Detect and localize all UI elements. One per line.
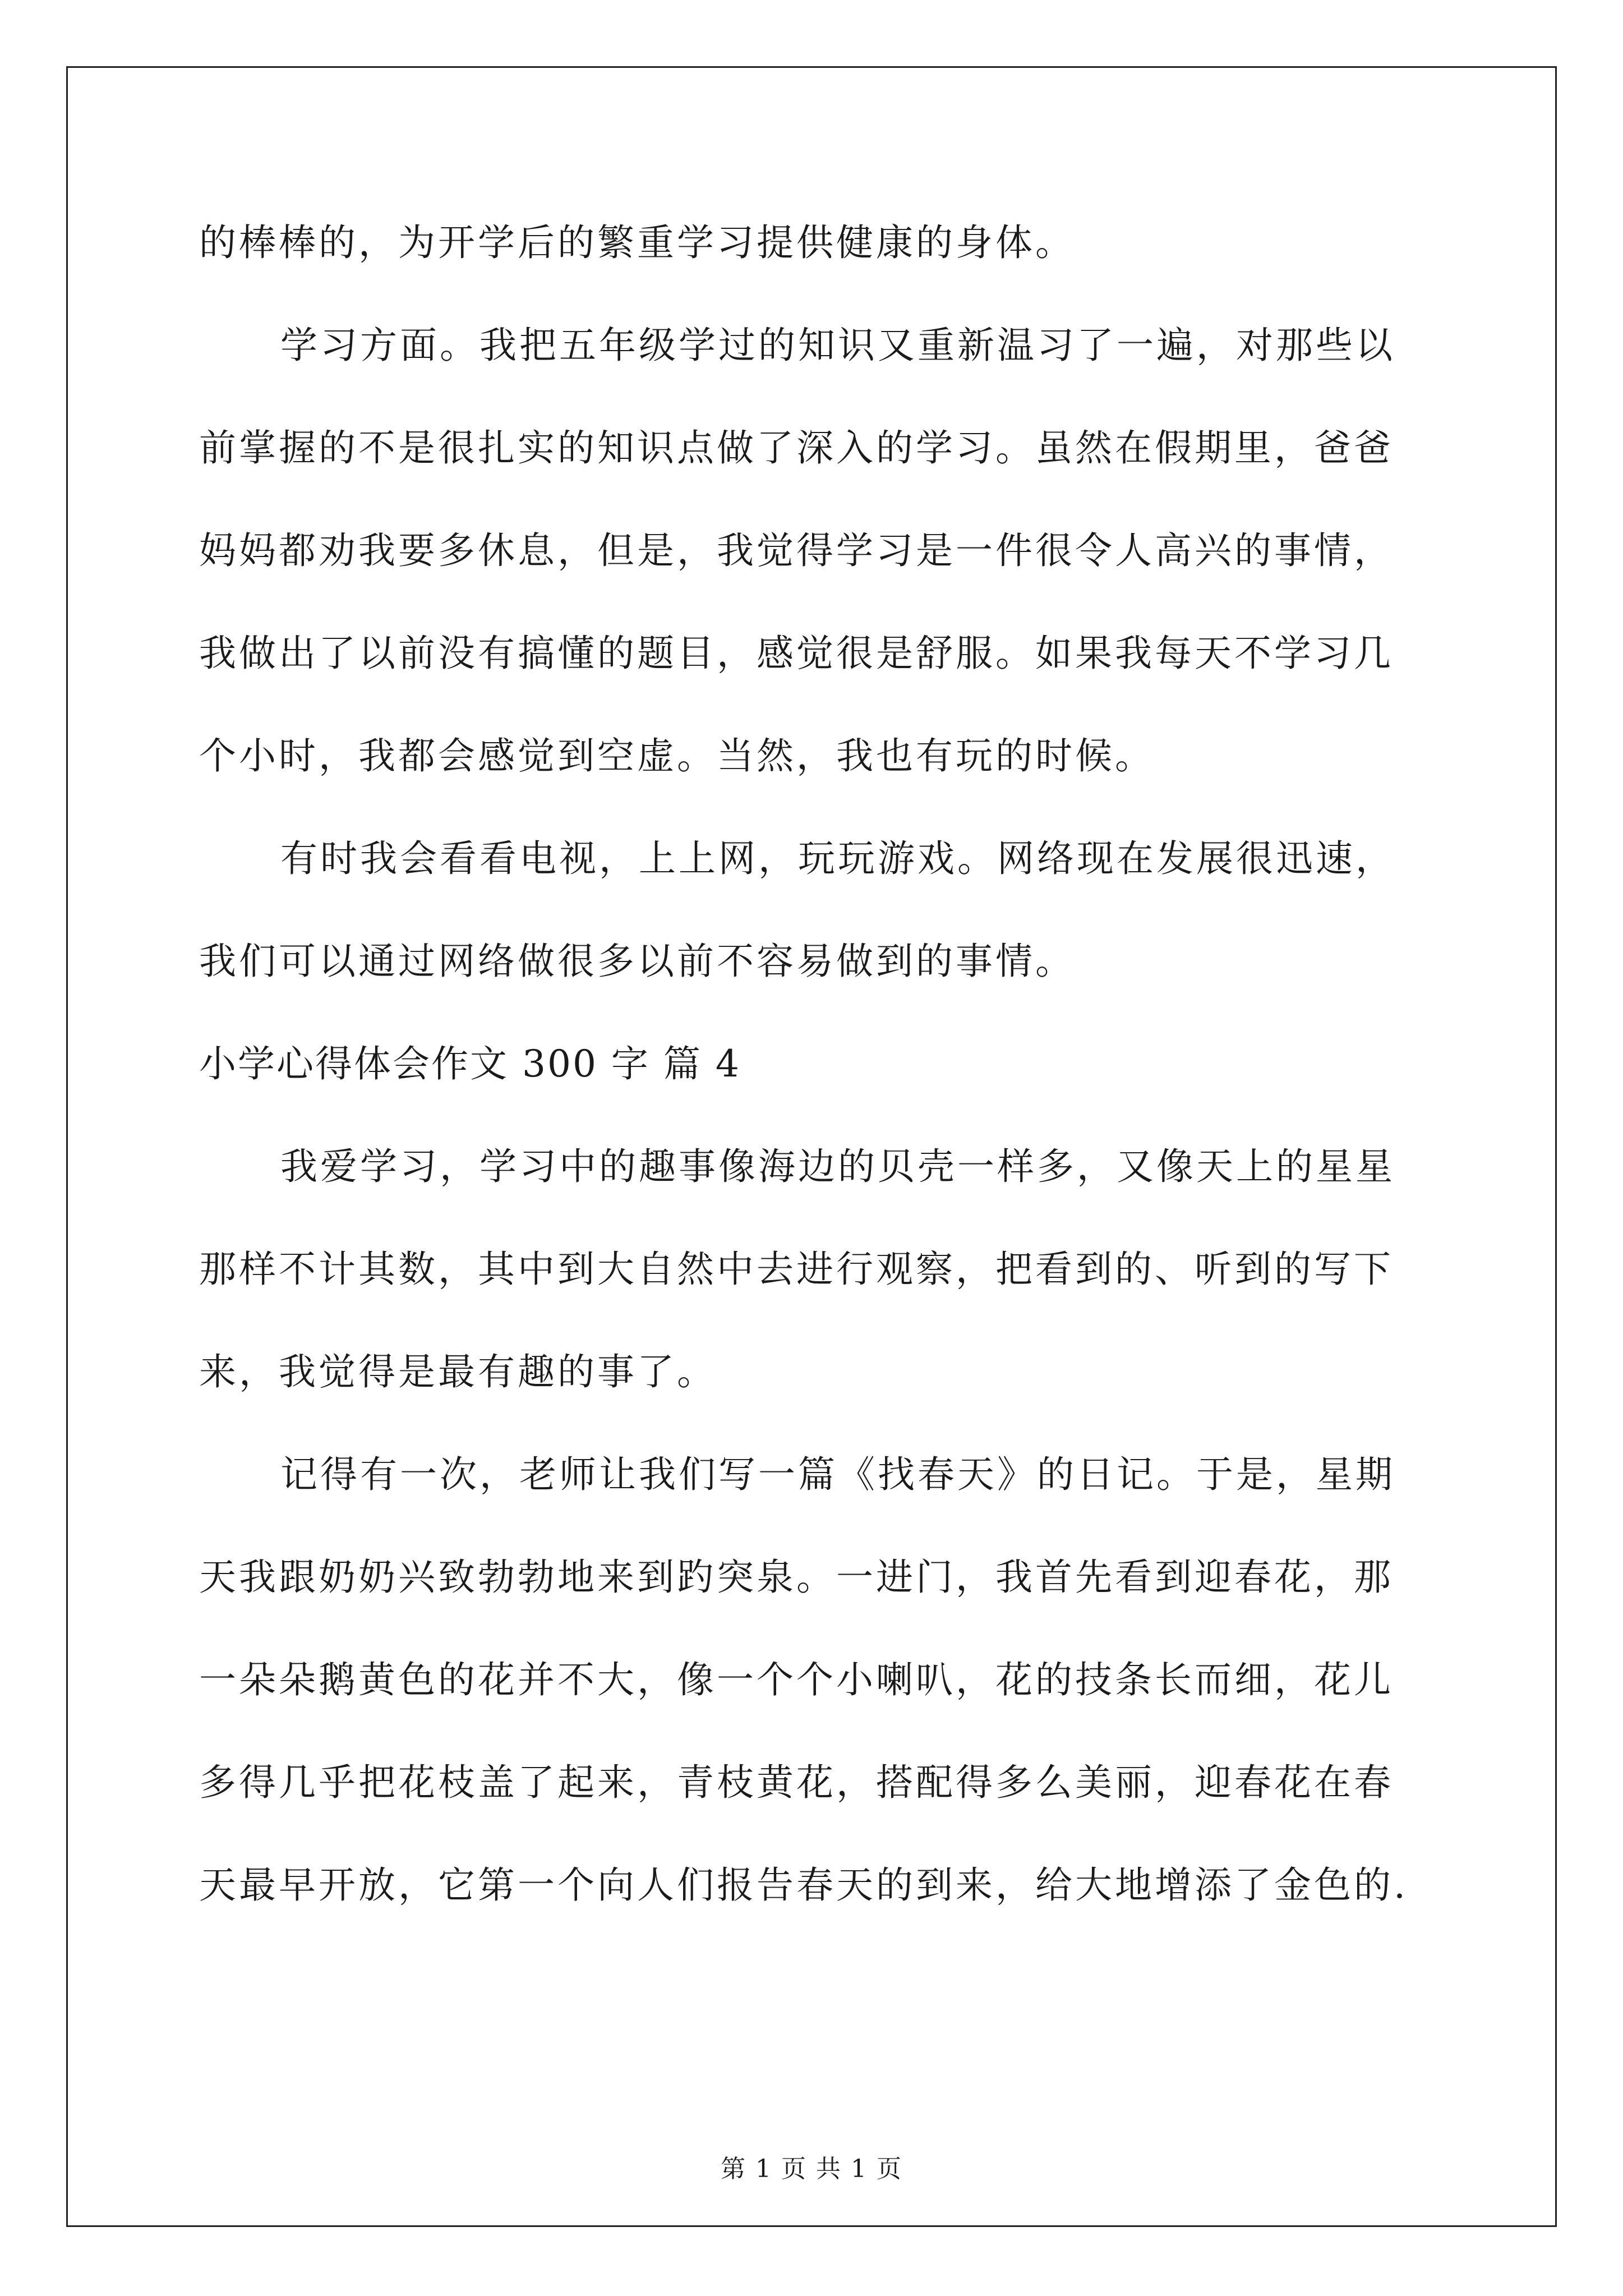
text-line: 一朵朵鹅黄色的花并不大，像一个个小喇叭，花的技条长而细，花儿 [199,1658,1394,1701]
text-line: 前掌握的不是很扎实的知识点做了深入的学习。虽然在假期里，爸爸 [199,426,1394,470]
page-number-footer: 第 1 页 共 1 页 [721,2155,902,2183]
paragraph-start-line: 有时我会看看电视，上上网，玩玩游戏。网络现在发展很迅速， [280,837,1395,880]
paragraph-start-line: 学习方面。我把五年级学过的知识又重新温习了一遍，对那些以 [280,324,1395,367]
text-line: 多得几乎把花枝盖了起来，青枝黄花，搭配得多么美丽，迎春花在春 [199,1761,1394,1804]
text-line: 妈妈都劝我要多休息，但是，我觉得学习是一件很令人高兴的事情， [199,529,1394,572]
section-heading: 小学心得体会作文 300 字 篇 4 [199,1042,741,1085]
text-line: 那样不计其数，其中到大自然中去进行观察，把看到的、听到的写下 [199,1248,1394,1291]
text-line: 我做出了以前没有搞懂的题目，感觉很是舒服。如果我每天不学习几 [199,632,1394,675]
text-line: 我们可以通过网络做很多以前不容易做到的事情。 [199,940,1075,983]
text-line: 的棒棒的，为开学后的繁重学习提供健康的身体。 [199,221,1075,264]
document-body [199,216,1433,1961]
text-line: 来，我觉得是最有趣的事了。 [199,1350,717,1393]
text-line: 天我跟奶奶兴致勃勃地来到趵突泉。一进门，我首先看到迎春花，那 [199,1556,1394,1599]
text-line: 天最早开放，它第一个向人们报告春天的到来，给大地增添了金色的. [199,1864,1408,1907]
text-line: 个小时，我都会感觉到空虚。当然，我也有玩的时候。 [199,734,1155,777]
paragraph-start-line: 我爱学习，学习中的趣事像海边的贝壳一样多，又像天上的星星 [280,1145,1395,1188]
paragraph-start-line: 记得有一次，老师让我们写一篇《找春天》的日记。于是，星期 [280,1453,1395,1496]
